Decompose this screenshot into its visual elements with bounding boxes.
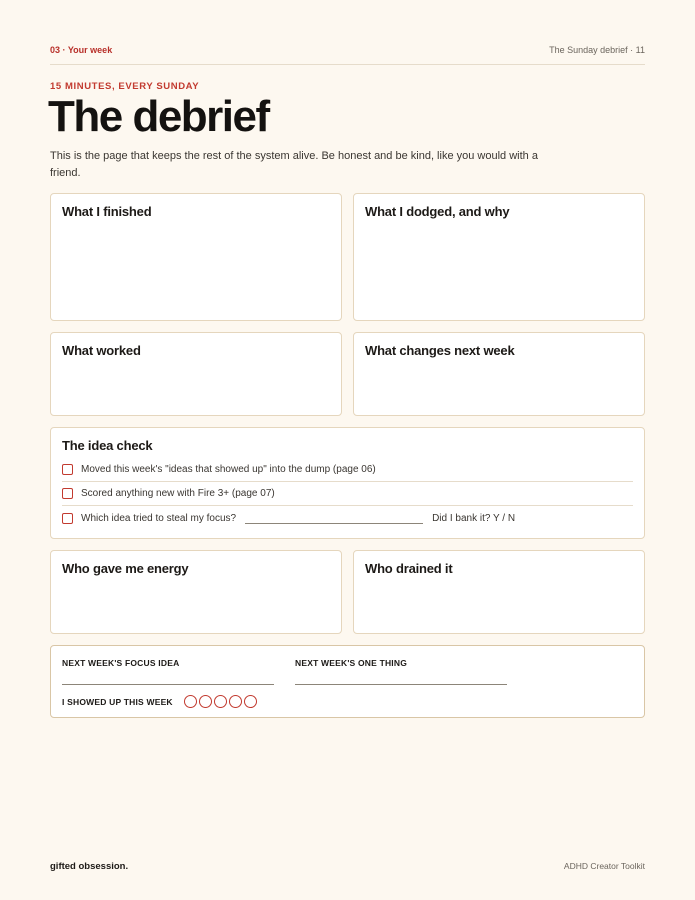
checkbox[interactable]: [62, 488, 73, 499]
kicker: 15 MINUTES, EVERY SUNDAY: [50, 81, 200, 92]
tracker-circle[interactable]: [229, 695, 242, 708]
dodged-box[interactable]: [353, 193, 645, 321]
showed-up-label: I SHOWED UP THIS WEEK: [62, 697, 173, 707]
drained-heading: Who drained it: [365, 561, 453, 576]
tracker-circle[interactable]: [244, 695, 257, 708]
worked-heading: What worked: [62, 343, 141, 358]
idea-check-heading: The idea check: [62, 438, 153, 453]
dodged-heading: What I dodged, and why: [365, 204, 510, 219]
tracker-circle[interactable]: [199, 695, 212, 708]
next-week-box: [50, 645, 645, 718]
drained-box[interactable]: [353, 550, 645, 634]
idea-check-item-label: Scored anything new with Fire 3+ (page 07): [81, 488, 275, 499]
page-title: The debrief: [48, 92, 269, 141]
idea-check-item-label: Moved this week's "ideas that showed up" into the dump (page 06): [81, 464, 376, 475]
worked-box[interactable]: [50, 332, 342, 416]
focus-idea-label: NEXT WEEK'S FOCUS IDEA: [62, 658, 180, 668]
checkbox[interactable]: [62, 513, 73, 524]
energy-box[interactable]: [50, 550, 342, 634]
checkbox[interactable]: [62, 464, 73, 475]
one-thing-label: NEXT WEEK'S ONE THING: [295, 658, 408, 668]
focus-idea-line[interactable]: [62, 684, 274, 685]
page-reference: The Sunday debrief · 11: [549, 45, 645, 55]
showed-up-tracker: [184, 695, 257, 708]
idea-check-item-label: Which idea tried to steal my focus?: [81, 512, 237, 524]
section-label: 03 · Your week: [50, 45, 113, 55]
intro-text: This is the page that keeps the rest of the system alive. Be honest and be kind, like you would with a friend.: [50, 150, 538, 179]
product-name: ADHD Creator Toolkit: [563, 861, 645, 871]
idea-check-box: [50, 427, 645, 539]
tracker-circle[interactable]: [184, 695, 197, 708]
idea-check-item[interactable]: [62, 506, 633, 530]
changes-heading: What changes next week: [365, 343, 515, 358]
page-header: [50, 45, 645, 65]
changes-box[interactable]: [353, 332, 645, 416]
finished-box[interactable]: [50, 193, 342, 321]
brand-logo: gifted obsession.: [50, 861, 129, 872]
one-thing-line[interactable]: [295, 684, 507, 685]
energy-heading: Who gave me energy: [62, 561, 189, 576]
bank-question: Did I bank it? Y / N: [432, 512, 516, 524]
idea-check-item[interactable]: [62, 458, 633, 482]
tracker-circle[interactable]: [214, 695, 227, 708]
focus-thief-answer-line[interactable]: [245, 523, 423, 524]
idea-check-item[interactable]: [62, 482, 633, 506]
finished-heading: What I finished: [62, 204, 152, 219]
